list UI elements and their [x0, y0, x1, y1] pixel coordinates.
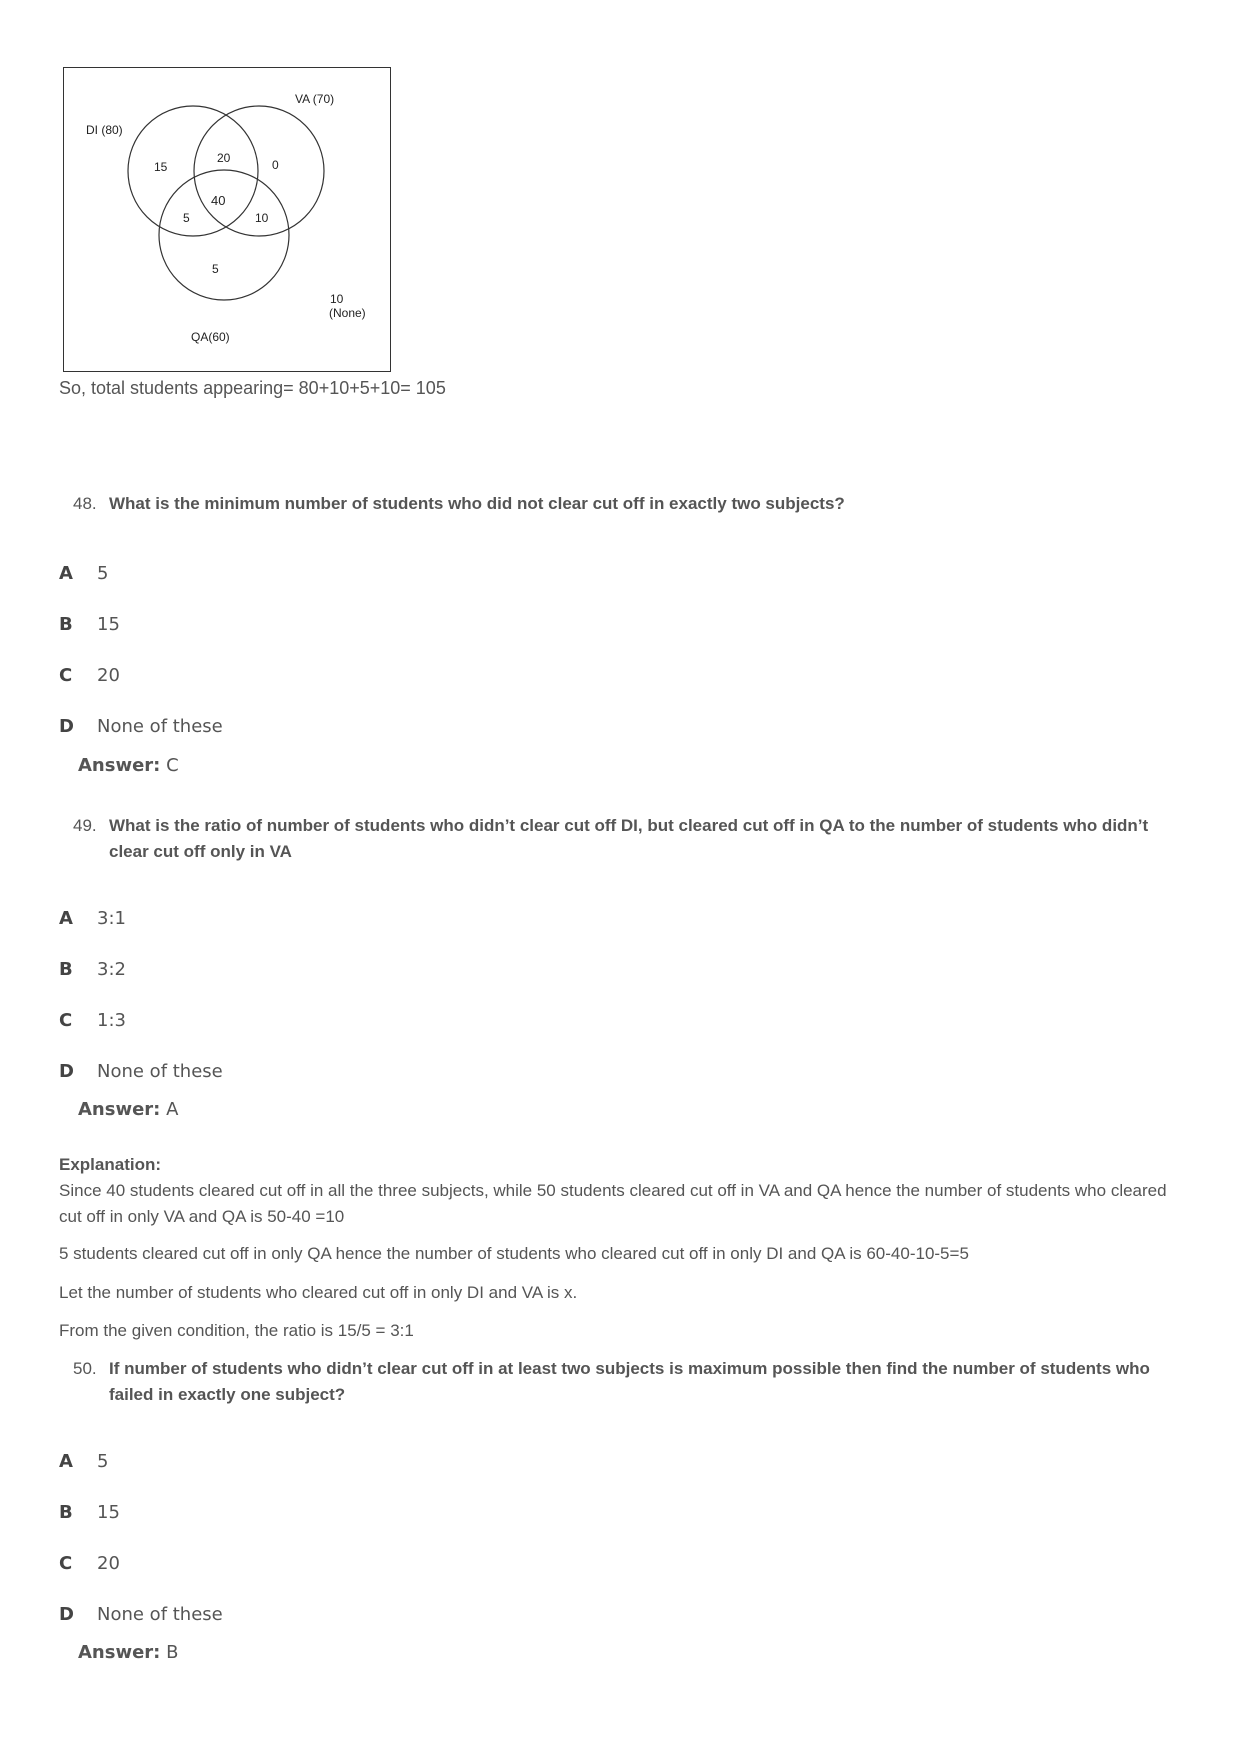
option-50-d[interactable]	[59, 1604, 223, 1625]
answer-value: C	[166, 755, 179, 776]
question-text: If number of students who didn’t clear cut off in at least two subjects is maximum possible then find the number of students who failed in exactly one subject?	[109, 1359, 1150, 1404]
option-48-d[interactable]	[59, 716, 223, 737]
option-letter: C	[59, 1553, 73, 1574]
option-letter: D	[59, 716, 74, 737]
option-49-b[interactable]	[59, 959, 126, 980]
option-49-a[interactable]	[59, 908, 126, 929]
explanation-paragraph: Let the number of students who cleared cut off in only DI and VA is x.	[59, 1283, 578, 1302]
region-di-va: 20	[217, 151, 231, 165]
option-50-a[interactable]	[59, 1451, 108, 1472]
option-text: 15	[97, 1502, 120, 1523]
answer-value: A	[166, 1099, 179, 1120]
question-number: 48.	[73, 494, 97, 513]
option-48-c[interactable]	[59, 665, 120, 686]
option-text: 1:3	[97, 1010, 126, 1031]
option-letter: A	[59, 908, 73, 929]
question-50	[73, 1356, 1173, 1404]
option-letter: B	[59, 614, 73, 635]
va-label: VA (70)	[295, 92, 335, 106]
region-qa-only: 5	[212, 262, 219, 276]
option-48-a[interactable]	[59, 563, 108, 584]
question-number: 50.	[73, 1359, 97, 1378]
region-va-only: 0	[272, 158, 279, 172]
di-label: DI (80)	[86, 123, 123, 137]
answer-label: Answer:	[78, 1099, 161, 1120]
option-letter: C	[59, 1010, 73, 1031]
option-text: 15	[97, 614, 120, 635]
option-text: None of these	[97, 716, 223, 737]
option-letter: A	[59, 563, 73, 584]
question-48	[73, 491, 1173, 517]
question-text: What is the ratio of number of students who didn’t clear cut off DI, but cleared cut off in QA to the number of students who didn’t clear cut off only in VA	[109, 816, 1149, 861]
venn-diagram	[63, 67, 391, 372]
summary-line: So, total students appearing= 80+10+5+10= 105	[59, 378, 446, 398]
option-text: 20	[97, 665, 120, 686]
region-all-three: 40	[211, 193, 226, 208]
option-49-d[interactable]	[59, 1061, 223, 1082]
explanation-paragraph: 5 students cleared cut off in only QA hence the number of students who cleared cut off in only DI and QA is 60-40-10-5=5	[59, 1244, 969, 1263]
none-value: 10	[330, 292, 344, 306]
explanation-title: Explanation:	[59, 1155, 162, 1174]
option-letter: B	[59, 959, 73, 980]
none-label: (None)	[329, 306, 366, 320]
option-text: None of these	[97, 1604, 223, 1625]
option-49-c[interactable]	[59, 1010, 126, 1031]
question-49	[73, 813, 1173, 861]
option-50-c[interactable]	[59, 1553, 120, 1574]
option-letter: D	[59, 1061, 74, 1082]
option-text: 5	[97, 1451, 109, 1472]
qa-label: QA(60)	[191, 330, 230, 344]
option-text: 3:1	[97, 908, 126, 929]
option-letter: B	[59, 1502, 73, 1523]
option-48-b[interactable]	[59, 614, 120, 635]
option-letter: A	[59, 1451, 73, 1472]
explanation-paragraph: From the given condition, the ratio is 15/5 = 3:1	[59, 1321, 414, 1340]
region-va-qa: 10	[255, 211, 269, 225]
option-text: 3:2	[97, 959, 126, 980]
answer-value: B	[166, 1642, 179, 1663]
explanation-paragraph: Since 40 students cleared cut off in all the three subjects, while 50 students cleared cut off in VA and QA hence the number of students who cleared cut off in only VA and QA is 50-40 =10	[59, 1181, 1167, 1226]
answer-label: Answer:	[78, 755, 161, 776]
question-text: What is the minimum number of students who did not clear cut off in exactly two subjects?	[109, 494, 845, 513]
region-di-qa: 5	[183, 211, 190, 225]
answer-50	[78, 1642, 178, 1663]
venn-svg	[64, 68, 392, 373]
answer-48	[78, 755, 179, 776]
di-circle	[128, 106, 258, 236]
region-di-only: 15	[154, 160, 168, 174]
option-text: 20	[97, 1553, 120, 1574]
question-number: 49.	[73, 816, 97, 835]
option-letter: C	[59, 665, 73, 686]
answer-label: Answer:	[78, 1642, 161, 1663]
answer-49	[78, 1099, 178, 1120]
option-text: None of these	[97, 1061, 223, 1082]
option-50-b[interactable]	[59, 1502, 120, 1523]
option-text: 5	[97, 563, 109, 584]
option-letter: D	[59, 1604, 74, 1625]
